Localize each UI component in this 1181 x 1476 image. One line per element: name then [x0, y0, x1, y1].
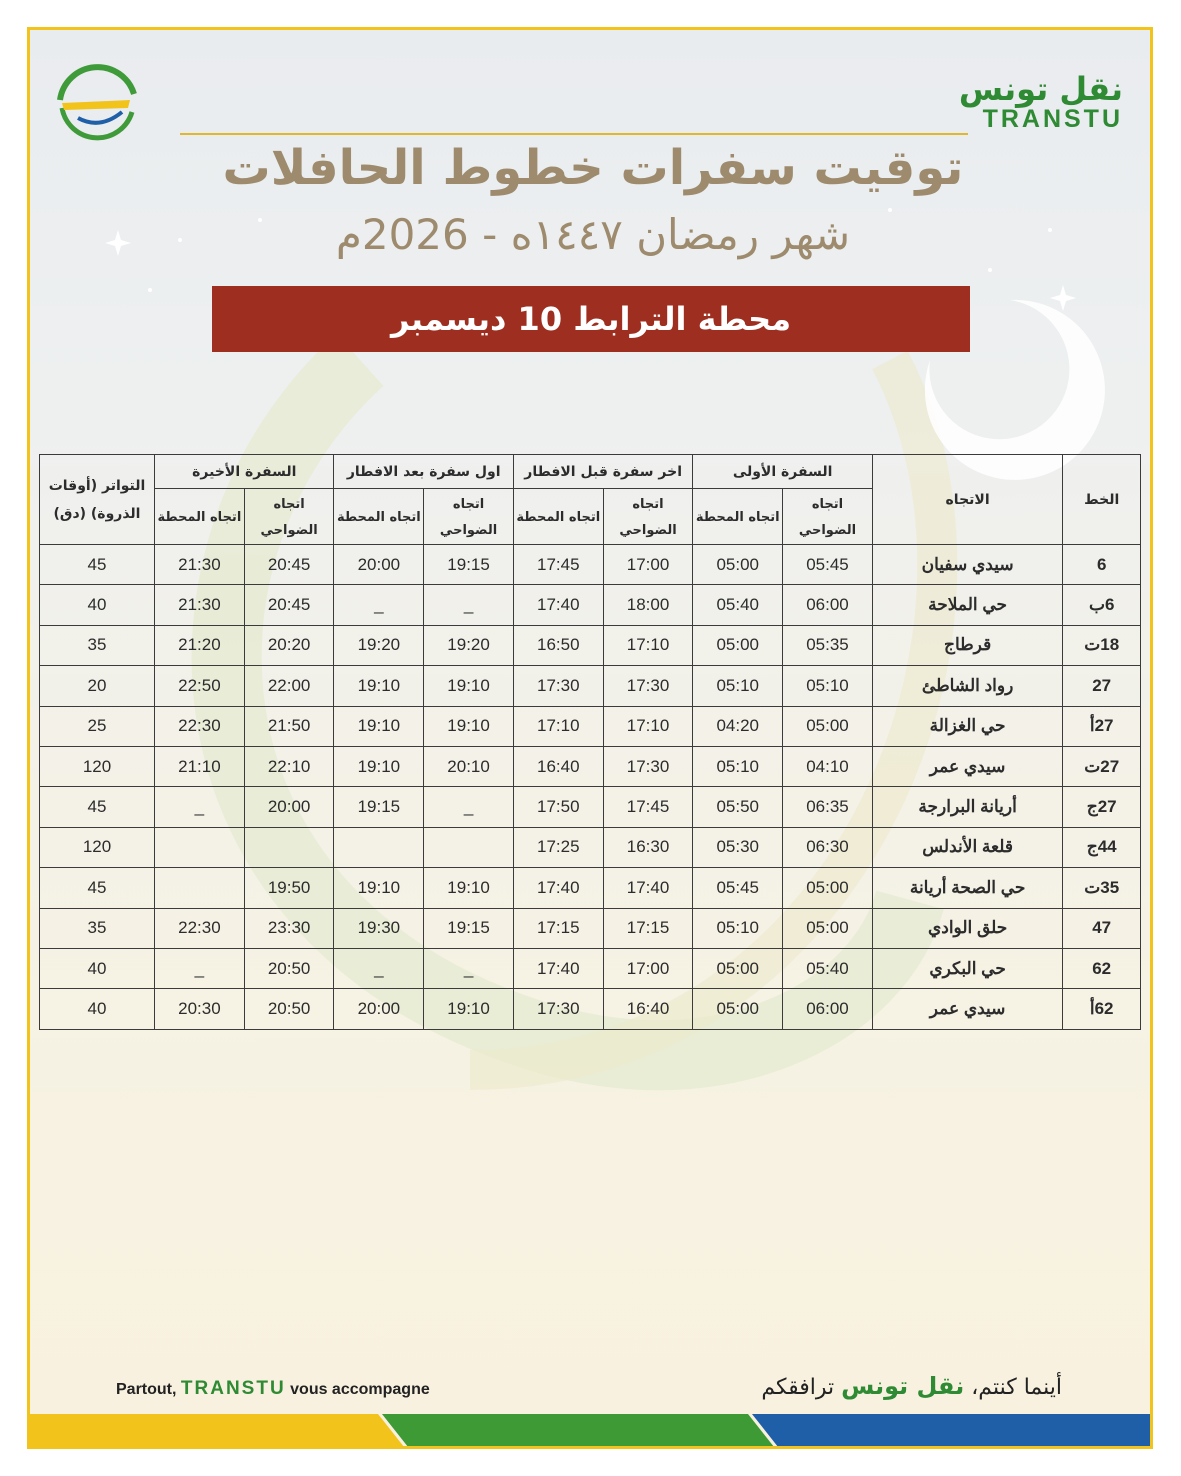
time-cell: 22:50	[155, 666, 245, 706]
direction-name: حي الصحة أريانة	[872, 868, 1063, 908]
time-cell: 19:10	[334, 706, 424, 746]
time-cell	[244, 827, 334, 867]
time-cell: 19:10	[424, 868, 514, 908]
direction-name: حلق الوادي	[872, 908, 1063, 948]
time-cell: 17:40	[513, 868, 603, 908]
table-row	[40, 908, 1141, 948]
time-cell: 19:10	[334, 746, 424, 786]
time-cell: 05:00	[693, 989, 783, 1029]
time-cell: 19:20	[334, 625, 424, 665]
frequency-cell: 45	[40, 545, 155, 585]
time-cell: 20:50	[244, 948, 334, 988]
time-cell: 17:00	[603, 948, 693, 988]
line-number: 44ج	[1063, 827, 1141, 867]
time-cell: 22:30	[155, 908, 245, 948]
time-cell: 05:10	[693, 666, 783, 706]
direction-name: حي البكري	[872, 948, 1063, 988]
time-cell: 17:25	[513, 827, 603, 867]
table-row	[40, 868, 1141, 908]
station-banner: محطة الترابط 10 ديسمبر	[212, 286, 970, 352]
header-last-before-iftar: اخر سفرة قبل الافطار	[513, 455, 692, 489]
time-cell: 05:35	[783, 625, 873, 665]
time-cell: 19:15	[424, 908, 514, 948]
time-cell: _	[334, 948, 424, 988]
line-number: 18ت	[1063, 625, 1141, 665]
time-cell: 21:30	[155, 585, 245, 625]
line-number: 6	[1063, 545, 1141, 585]
direction-name: حي الغزالة	[872, 706, 1063, 746]
time-cell: 21:50	[244, 706, 334, 746]
time-cell: _	[155, 787, 245, 827]
table-row	[40, 706, 1141, 746]
frequency-cell: 120	[40, 827, 155, 867]
transtu-logo-icon	[48, 60, 140, 152]
table-row	[40, 585, 1141, 625]
footer-fr-prefix: Partout,	[116, 1381, 177, 1398]
subheader-to-suburbs: اتجاه الضواحي	[603, 489, 693, 545]
time-cell: 20:00	[334, 989, 424, 1029]
time-cell: _	[424, 585, 514, 625]
time-cell: 05:50	[693, 787, 783, 827]
time-cell: 20:20	[244, 625, 334, 665]
time-cell: _	[155, 948, 245, 988]
header-last-trip: السفرة الأخيرة	[155, 455, 334, 489]
brand-name-latin: TRANSTU	[982, 105, 1123, 133]
line-number: 27ت	[1063, 746, 1141, 786]
table-row	[40, 545, 1141, 585]
time-cell: 05:00	[693, 545, 783, 585]
time-cell: 05:00	[783, 706, 873, 746]
time-cell: _	[424, 787, 514, 827]
frequency-cell: 35	[40, 625, 155, 665]
frequency-cell: 35	[40, 908, 155, 948]
time-cell: 17:50	[513, 787, 603, 827]
footer-slogan-french	[116, 1378, 430, 1400]
time-cell: 21:20	[155, 625, 245, 665]
time-cell: 20:50	[244, 989, 334, 1029]
time-cell: 19:15	[334, 787, 424, 827]
time-cell: 04:20	[693, 706, 783, 746]
schedule-table	[39, 454, 1141, 1030]
direction-name: حي الملاحة	[872, 585, 1063, 625]
time-cell: 05:45	[693, 868, 783, 908]
frequency-cell: 45	[40, 868, 155, 908]
time-cell: 21:10	[155, 746, 245, 786]
direction-name: أريانة البرارجة	[872, 787, 1063, 827]
table-row	[40, 787, 1141, 827]
line-number: 27ج	[1063, 787, 1141, 827]
page-title: توقيت سفرات خطوط الحافلات	[222, 140, 964, 196]
time-cell: 05:00	[783, 908, 873, 948]
time-cell	[155, 868, 245, 908]
direction-name: قلعة الأندلس	[872, 827, 1063, 867]
time-cell: 16:40	[603, 989, 693, 1029]
time-cell: 19:10	[424, 706, 514, 746]
time-cell: 17:45	[513, 545, 603, 585]
time-cell: 20:45	[244, 545, 334, 585]
table-row	[40, 827, 1141, 867]
subheader-to-station: اتجاه المحطة	[693, 489, 783, 545]
time-cell	[334, 827, 424, 867]
time-cell: 16:30	[603, 827, 693, 867]
time-cell: 05:00	[783, 868, 873, 908]
time-cell: 19:30	[334, 908, 424, 948]
direction-name: سيدي سفيان	[872, 545, 1063, 585]
time-cell: 04:10	[783, 746, 873, 786]
footer-ar-prefix: أينما كنتم،	[971, 1375, 1062, 1400]
time-cell: 17:45	[603, 787, 693, 827]
page-subtitle: شهر رمضان ١٤٤٧ه - 2026م	[335, 210, 851, 259]
line-number: 62	[1063, 948, 1141, 988]
time-cell: 16:40	[513, 746, 603, 786]
subheader-to-station: اتجاه المحطة	[155, 489, 245, 545]
time-cell: 20:10	[424, 746, 514, 786]
time-cell: 05:40	[783, 948, 873, 988]
time-cell: 17:10	[603, 625, 693, 665]
header-first-after-iftar: اول سفرة بعد الافطار	[334, 455, 513, 489]
line-number: 27	[1063, 666, 1141, 706]
time-cell: 19:10	[334, 868, 424, 908]
time-cell: 17:30	[603, 746, 693, 786]
time-cell: 06:30	[783, 827, 873, 867]
time-cell: 22:30	[155, 706, 245, 746]
time-cell: 17:10	[603, 706, 693, 746]
time-cell: 17:30	[603, 666, 693, 706]
stripe-green	[382, 1414, 778, 1449]
time-cell: 05:45	[783, 545, 873, 585]
line-number: 47	[1063, 908, 1141, 948]
frequency-cell: 120	[40, 746, 155, 786]
time-cell: 17:40	[513, 948, 603, 988]
table-row	[40, 948, 1141, 988]
direction-name: قرطاج	[872, 625, 1063, 665]
time-cell: 17:30	[513, 666, 603, 706]
time-cell: 05:00	[693, 625, 783, 665]
time-cell: 05:10	[693, 908, 783, 948]
table-row	[40, 625, 1141, 665]
time-cell	[155, 827, 245, 867]
table-row	[40, 666, 1141, 706]
time-cell: 21:30	[155, 545, 245, 585]
footer-fr-brand: TRANSTU	[180, 1378, 286, 1399]
time-cell: 17:30	[513, 989, 603, 1029]
header-line: الخط	[1063, 455, 1141, 545]
time-cell: 20:00	[334, 545, 424, 585]
time-cell: 05:40	[693, 585, 783, 625]
time-cell: 20:00	[244, 787, 334, 827]
subheader-to-suburbs: اتجاه الضواحي	[244, 489, 334, 545]
direction-name: سيدي عمر	[872, 989, 1063, 1029]
time-cell: 22:10	[244, 746, 334, 786]
frequency-cell: 40	[40, 948, 155, 988]
footer-fr-suffix: vous accompagne	[290, 1381, 430, 1398]
footer-slogan-arabic	[761, 1372, 1062, 1400]
footer-stripes	[30, 1414, 1153, 1449]
poster-frame	[27, 27, 1153, 1449]
frequency-cell: 40	[40, 989, 155, 1029]
table-row	[40, 746, 1141, 786]
footer-ar-brand: نقل تونس	[841, 1372, 965, 1400]
subheader-to-station: اتجاه المحطة	[334, 489, 424, 545]
table-row	[40, 989, 1141, 1029]
time-cell: 22:00	[244, 666, 334, 706]
time-cell	[424, 827, 514, 867]
stripe-blue	[752, 1414, 1153, 1449]
time-cell: 17:15	[603, 908, 693, 948]
brand-name-arabic: نقل تونس	[958, 70, 1123, 108]
subheader-to-suburbs: اتجاه الضواحي	[783, 489, 873, 545]
subheader-to-station: اتجاه المحطة	[513, 489, 603, 545]
header-rule	[180, 133, 968, 135]
time-cell: 20:30	[155, 989, 245, 1029]
frequency-cell: 45	[40, 787, 155, 827]
time-cell: 19:10	[334, 666, 424, 706]
line-number: 27أ	[1063, 706, 1141, 746]
time-cell: 19:50	[244, 868, 334, 908]
direction-name: رواد الشاطئ	[872, 666, 1063, 706]
time-cell: _	[334, 585, 424, 625]
time-cell: 17:40	[513, 585, 603, 625]
time-cell: 05:10	[783, 666, 873, 706]
frequency-cell: 40	[40, 585, 155, 625]
time-cell: 20:45	[244, 585, 334, 625]
time-cell: 19:10	[424, 666, 514, 706]
time-cell: 06:35	[783, 787, 873, 827]
time-cell: 17:00	[603, 545, 693, 585]
time-cell: 18:00	[603, 585, 693, 625]
subheader-to-suburbs: اتجاه الضواحي	[424, 489, 514, 545]
time-cell: 06:00	[783, 585, 873, 625]
time-cell: 16:50	[513, 625, 603, 665]
time-cell: 19:20	[424, 625, 514, 665]
time-cell: 19:15	[424, 545, 514, 585]
line-number: 62أ	[1063, 989, 1141, 1029]
time-cell: _	[424, 948, 514, 988]
time-cell: 17:40	[603, 868, 693, 908]
header-frequency: التواتر (أوقات الذروة) (دق)	[40, 455, 155, 545]
time-cell: 05:10	[693, 746, 783, 786]
line-number: 6ب	[1063, 585, 1141, 625]
frequency-cell: 20	[40, 666, 155, 706]
brand-block	[959, 72, 1123, 132]
footer-ar-suffix: ترافقكم	[761, 1375, 835, 1400]
time-cell: 05:30	[693, 827, 783, 867]
header-direction: الاتجاه	[872, 455, 1063, 545]
time-cell: 19:10	[424, 989, 514, 1029]
time-cell: 17:15	[513, 908, 603, 948]
stripe-yellow	[30, 1414, 408, 1449]
time-cell: 05:00	[693, 948, 783, 988]
frequency-cell: 25	[40, 706, 155, 746]
header-first-trip: السفرة الأولى	[693, 455, 872, 489]
direction-name: سيدي عمر	[872, 746, 1063, 786]
line-number: 35ت	[1063, 868, 1141, 908]
time-cell: 06:00	[783, 989, 873, 1029]
time-cell: 17:10	[513, 706, 603, 746]
time-cell: 23:30	[244, 908, 334, 948]
